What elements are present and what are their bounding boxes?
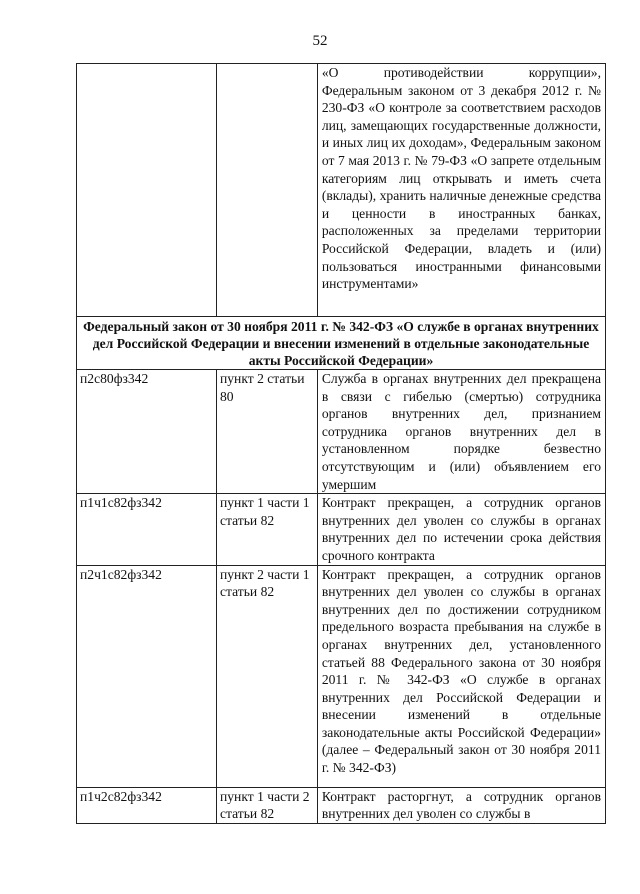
section-header: Федеральный закон от 30 ноября 2011 г. № 342-ФЗ «О службе в органах внутренних дел Российской Федерации и внесении изменений в отдельные законодательные акты Российской Федерации» [77, 317, 606, 370]
row-code: п2ч1с82фз342 [77, 565, 217, 787]
row-description: Контракт прекращен, а сотрудник органов внутренних дел уволен со службы в органах внутренних дел по достижении сотрудником предельного возраста пребывания на службе в органах внутренних дел, установленного статьей 88 Федерального закона от 30 ноября 2011 г. № 342-ФЗ «О службе в органах внутренних дел Российской Федерации и внесении изменений в отдельные законодательные акты Российской Федерации» (далее – Федеральный закон от 30 ноября 2011 г. № 342-ФЗ) [317, 565, 605, 787]
row-reference: пункт 1 части 2 статьи 82 [216, 787, 317, 823]
table-row [77, 787, 606, 823]
row-description: Контракт расторгнут, а сотрудник органов внутренних дел уволен со службы в [317, 787, 605, 823]
row-code: п1ч1с82фз342 [77, 494, 217, 565]
section-header-row [77, 317, 606, 370]
row-description: Контракт прекращен, а сотрудник органов внутренних дел уволен со службы в органах внутренних дел по истечении срока действия срочного контракта [317, 494, 605, 565]
continuation-description: «О противодействии коррупции», Федеральным законом от 3 декабря 2012 г. № 230-ФЗ «О контроле за соответствием расходов лиц, замещающих государственные должности, и иных лиц их доходам», Федеральным законом от 7 мая 2013 г. № 79-ФЗ «О запрете отдельным категориям лиц открывать и иметь счета (вклады), хранить наличные денежные средства и ценности в иностранных банках, расположенных за пределами территории Российской Федерации, владеть и (или) пользоваться иностранными финансовыми инструментами» [317, 64, 605, 317]
empty-ref-cell [216, 64, 317, 317]
continuation-row [77, 64, 606, 317]
row-code: п1ч2с82фз342 [77, 787, 217, 823]
page-number: 52 [312, 33, 328, 49]
empty-code-cell [77, 64, 217, 317]
row-reference: пункт 2 статьи 80 [216, 370, 317, 494]
row-reference: пункт 2 части 1 статьи 82 [216, 565, 317, 787]
table-row [77, 494, 606, 565]
table-row [77, 565, 606, 787]
row-description: Служба в органах внутренних дел прекращена в связи с гибелью (смертью) сотрудника органов внутренних дел, признанием сотрудника органов внутренних дел в установленном порядке безвестно отсутствующим и (или) объявлением его умершим [317, 370, 605, 494]
row-code: п2с80фз342 [77, 370, 217, 494]
legal-codes-table [76, 63, 606, 824]
table-row [77, 370, 606, 494]
row-reference: пункт 1 части 1 статьи 82 [216, 494, 317, 565]
